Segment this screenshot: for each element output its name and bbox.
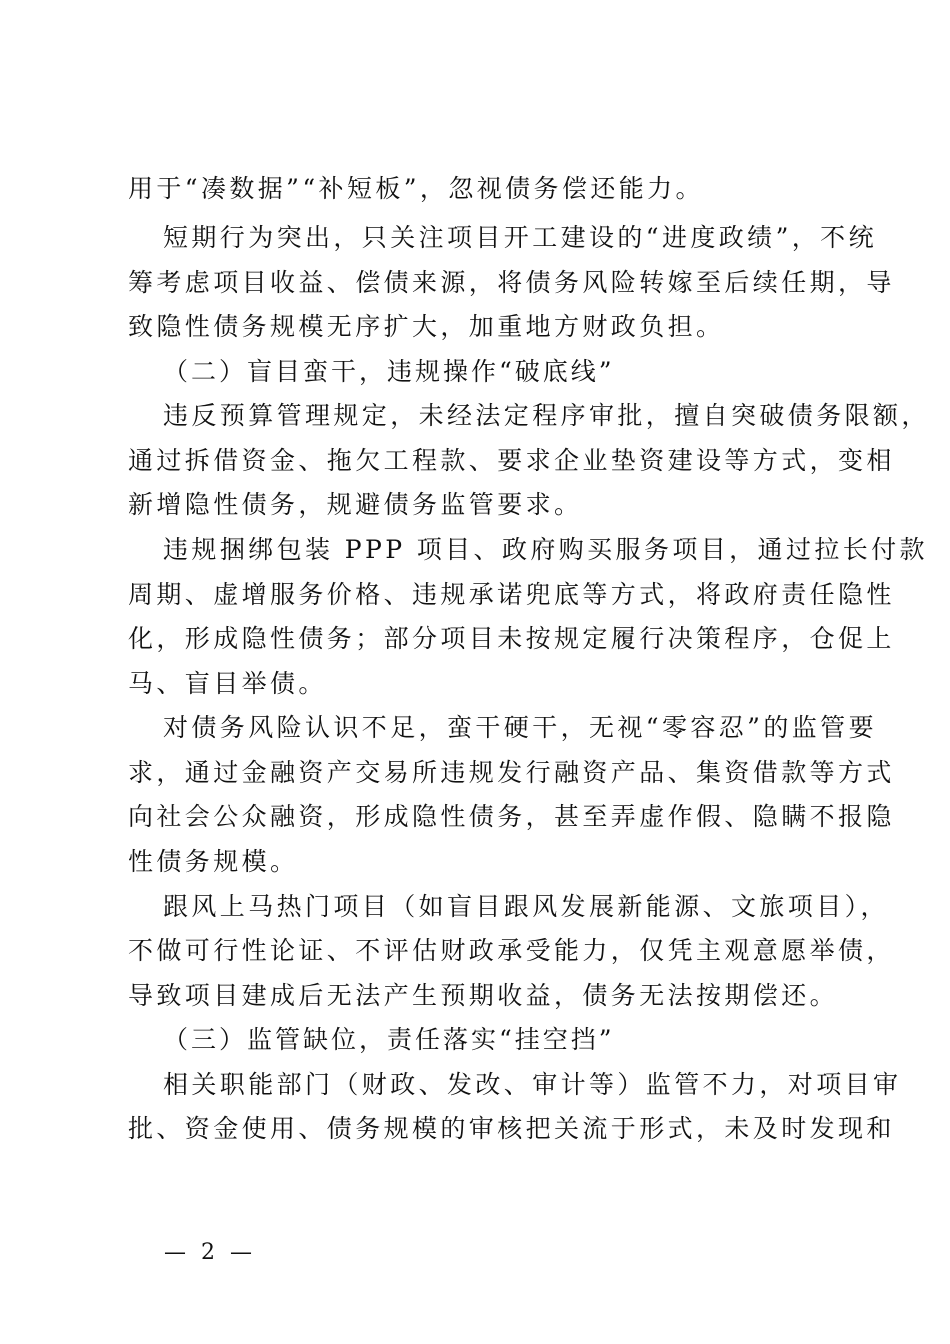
page-number: — 2 —: [164, 1240, 256, 1265]
body-text-line: 向社会公众融资，形成隐性债务，甚至弄虚作假、隐瞒不报隐: [128, 802, 895, 831]
body-text-line: 求，通过金融资产交易所违规发行融资产品、集资借款等方式: [128, 758, 895, 787]
body-text-line: 马、盲目举债。: [128, 669, 327, 698]
body-text-line: 相关职能部门（财政、发改、审计等）监管不力，对项目审: [163, 1070, 902, 1099]
section-heading: （二）盲目蛮干，违规操作“破底线”: [163, 357, 615, 386]
body-text-line: 短期行为突出，只关注项目开工建设的“进度政绩”，不统: [163, 223, 877, 252]
body-text-line: 批、资金使用、债务规模的审核把关流于形式，未及时发现和: [128, 1114, 895, 1143]
body-text-line: 周期、虚增服务价格、违规承诺兜底等方式，将政府责任隐性: [128, 580, 895, 609]
body-text-line: 跟风上马热门项目（如盲目跟风发展新能源、文旅项目），: [163, 892, 889, 921]
body-text-line: 用于“凑数据”“补短板”，忽视债务偿还能力。: [128, 174, 704, 203]
body-text-line: 化，形成隐性债务；部分项目未按规定履行决策程序，仓促上: [128, 624, 895, 653]
body-text-line: 违反预算管理规定，未经法定程序审批，擅自突破债务限额，: [163, 401, 930, 430]
body-text-line: 不做可行性论证、不评估财政承受能力，仅凭主观意愿举债，: [128, 936, 895, 965]
body-text-line: 对债务风险认识不足，蛮干硬干，无视“零容忍”的监管要: [163, 713, 877, 742]
body-text-line: 违规捆绑包装 PPP 项目、政府购买服务项目，通过拉长付款: [163, 535, 928, 564]
body-text-line: 新增隐性债务，规避债务监管要求。: [128, 490, 583, 519]
body-text-line: 导致项目建成后无法产生预期收益，债务无法按期偿还。: [128, 981, 839, 1010]
section-heading: （三）监管缺位，责任落实“挂空挡”: [163, 1025, 615, 1054]
body-text-line: 性债务规模。: [128, 847, 299, 876]
body-text-line: 通过拆借资金、拖欠工程款、要求企业垫资建设等方式，变相: [128, 446, 895, 475]
body-text-line: 致隐性债务规模无序扩大，加重地方财政负担。: [128, 312, 725, 341]
body-text-line: 筹考虑项目收益、偿债来源，将债务风险转嫁至后续任期，导: [128, 268, 895, 297]
